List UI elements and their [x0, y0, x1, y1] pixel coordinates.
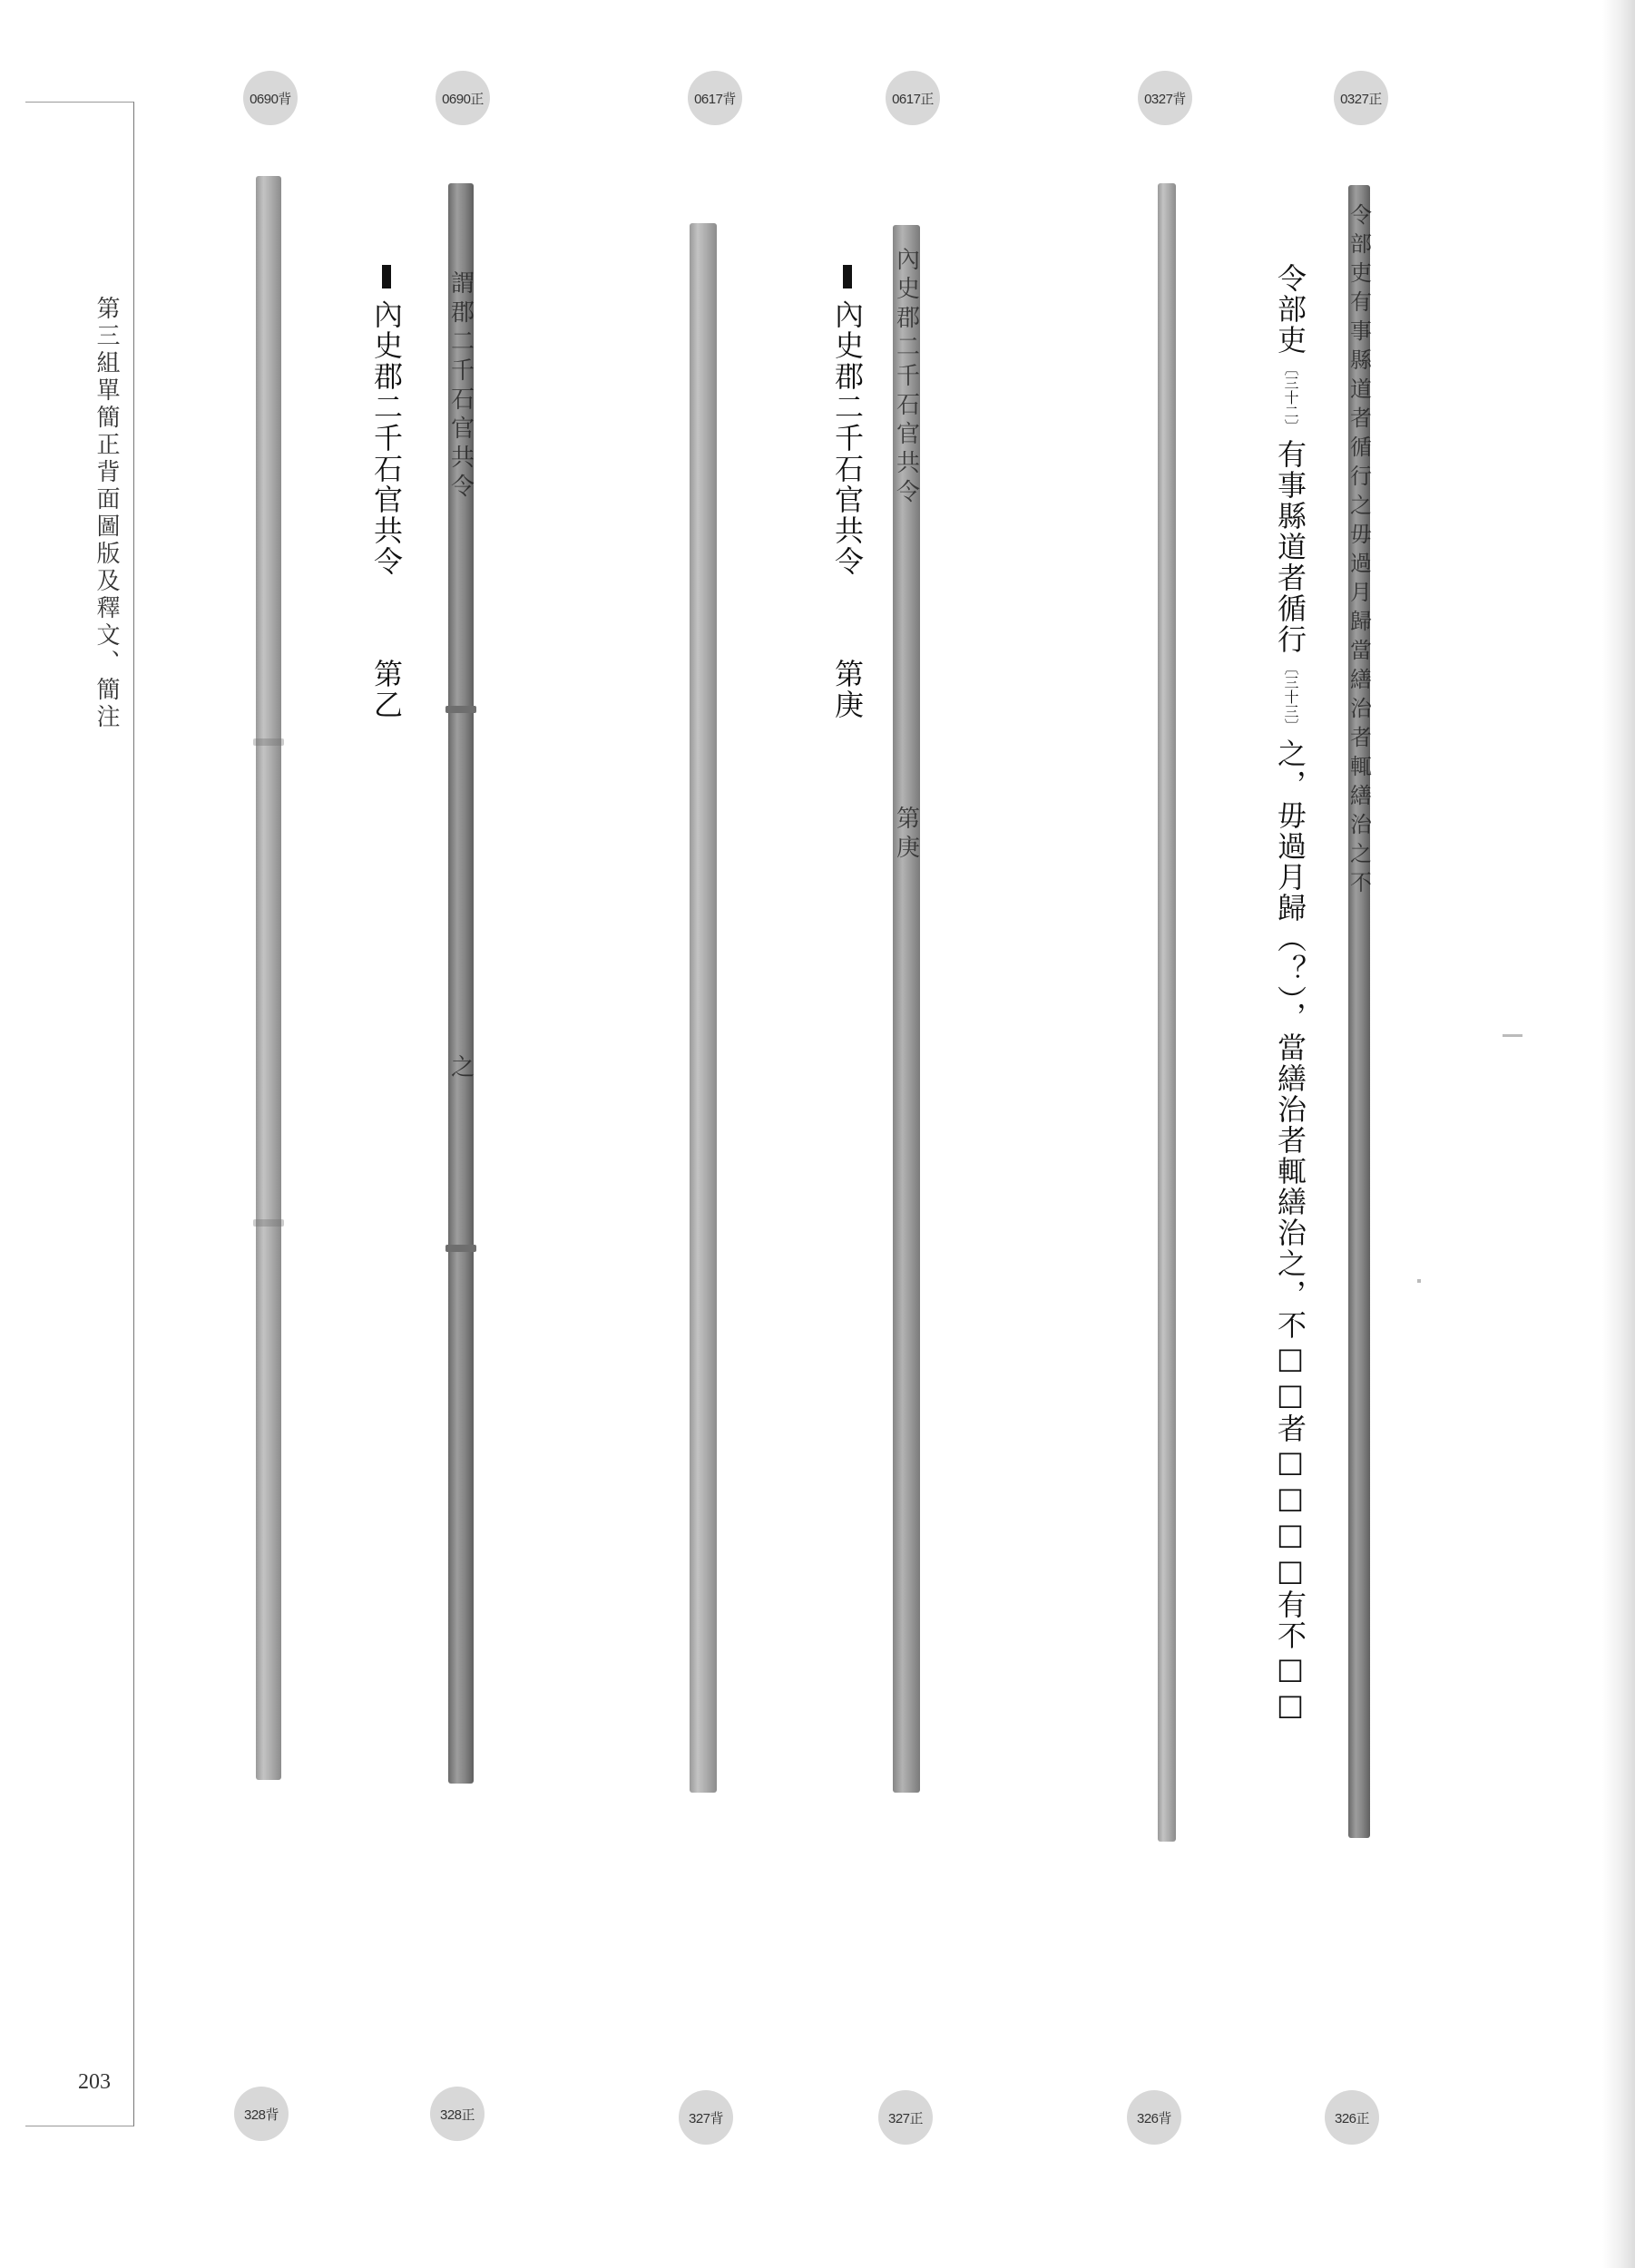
slip-0690-back: [256, 176, 281, 1780]
text-gap: [847, 577, 848, 659]
slip-node: [253, 1219, 284, 1227]
slip-label-0617-back: 0617背: [688, 71, 742, 125]
slip-0690-front: [448, 183, 474, 1784]
slip-label-0327-front: 0327正: [1334, 71, 1388, 125]
slip-ink-0617-front: 內史郡二千石官共令: [892, 247, 920, 508]
slip-0617-front: [893, 225, 920, 1793]
slip-node: [445, 1245, 476, 1252]
transcription-327-sub: 第庚: [830, 659, 865, 720]
slip-ink-0617-front-lower: 第庚: [892, 806, 920, 864]
slip-label-327-front: 327正: [878, 2090, 933, 2145]
slip-label-328-back: 328背: [234, 2087, 289, 2141]
transcription-327-main: 內史郡二千石官共令: [830, 299, 865, 577]
text-marker: [843, 265, 852, 288]
scan-speck: [1503, 1034, 1522, 1037]
text-marker: [382, 265, 391, 288]
transcription-328-sub: 第乙: [369, 659, 404, 720]
slip-0327-front: [1348, 185, 1370, 1838]
running-head: 第三組單簡正背面圖版及釋文、簡注: [93, 296, 120, 731]
slip-node: [445, 706, 476, 713]
footnote-ref-32: 〔三十二〕: [1282, 361, 1299, 434]
transcription-326-c: 之，毋過月歸（？），當繕治者輒繕治之，不□□者□□□□有不□□: [1273, 738, 1307, 1724]
slip-label-328-front: 328正: [430, 2087, 485, 2141]
transcription-326-b: 有事縣道者循行: [1273, 439, 1307, 655]
book-spine-shadow: [1602, 0, 1635, 2268]
slip-0617-back: [690, 223, 717, 1793]
slip-node: [253, 738, 284, 746]
slip-label-0327-back: 0327背: [1138, 71, 1192, 125]
slip-ink-0690-front-lower: 之: [446, 1054, 475, 1083]
transcription-327: [830, 265, 865, 720]
slip-label-0690-front: 0690正: [436, 71, 490, 125]
slip-0327-back: [1158, 183, 1176, 1842]
scan-speck: [1417, 1279, 1421, 1283]
slip-ink-0327-front: 令部吏有事縣道者循行之毋過月歸當繕治者輒繕治之不: [1346, 203, 1372, 900]
transcription-326: [1273, 263, 1307, 1724]
page-number: 203: [78, 2070, 111, 2094]
transcription-326-a: 令部吏: [1273, 263, 1307, 356]
slip-ink-0690-front: 謂郡二千石官共令: [446, 270, 475, 503]
slip-label-326-front: 326正: [1325, 2090, 1379, 2145]
slip-label-326-back: 326背: [1127, 2090, 1181, 2145]
slip-label-327-back: 327背: [679, 2090, 733, 2145]
transcription-328: [369, 265, 404, 720]
slip-label-0690-back: 0690背: [243, 71, 298, 125]
slip-label-0617-front: 0617正: [886, 71, 940, 125]
footnote-ref-33: 〔三十三〕: [1282, 660, 1299, 733]
transcription-328-main: 內史郡二千石官共令: [369, 299, 404, 577]
